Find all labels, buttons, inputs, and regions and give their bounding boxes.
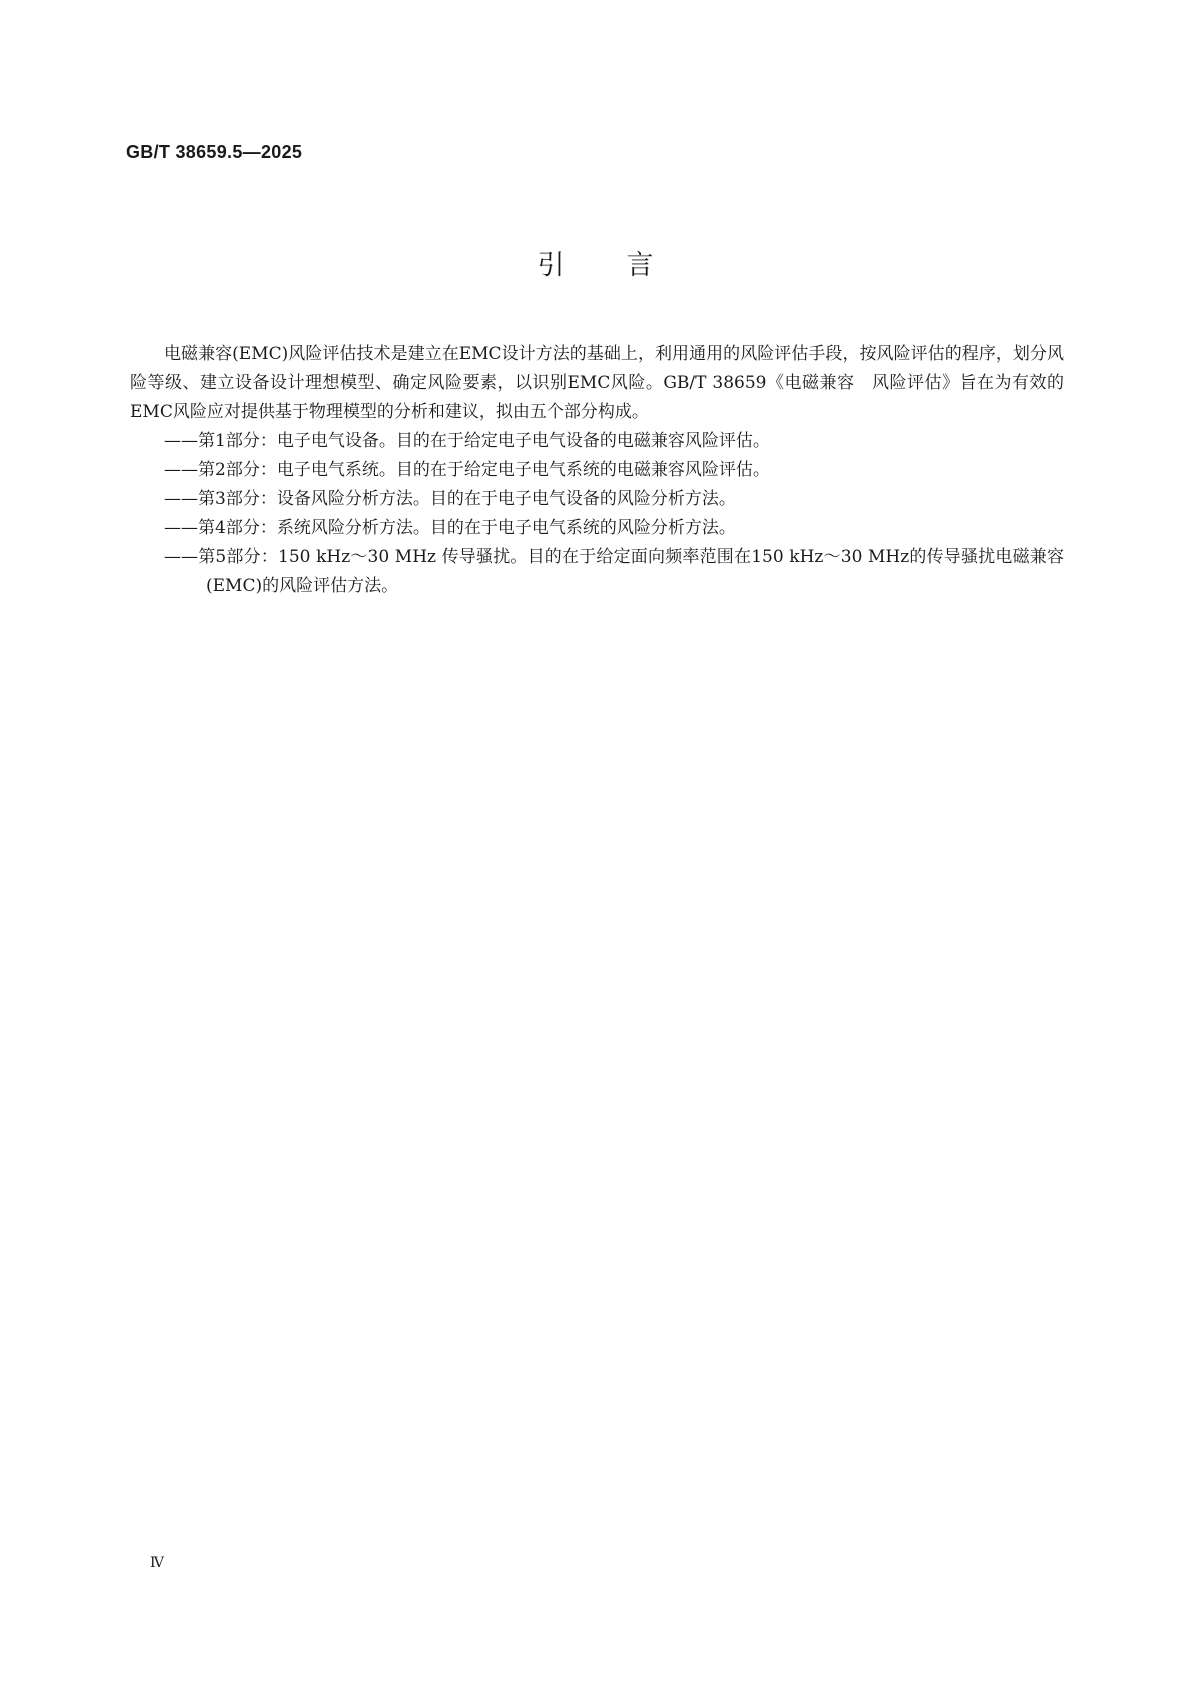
document-body xyxy=(130,340,1064,601)
part-item-3: ——第3部分：设备风险分析方法。目的在于电子电气设备的风险分析方法。 xyxy=(164,489,736,509)
part-item-1: ——第1部分：电子电气设备。目的在于给定电子电气设备的电磁兼容风险评估。 xyxy=(164,431,770,451)
page-number: Ⅳ xyxy=(150,1555,164,1571)
section-title: 引言 xyxy=(537,250,716,281)
parts-list xyxy=(130,427,1064,601)
standard-code: GB/T 38659.5—2025 xyxy=(126,142,303,162)
part-item-5: ——第5部分：150 kHz～30 MHz 传导骚扰。目的在于给定面向频率范围在150 kHz～30 MHz的传导骚扰电磁兼容(EMC)的风险评估方法。 xyxy=(164,547,1064,596)
part-item-2: ——第2部分：电子电气系统。目的在于给定电子电气系统的电磁兼容风险评估。 xyxy=(164,460,770,480)
intro-paragraph: 电磁兼容(EMC)风险评估技术是建立在EMC设计方法的基础上，利用通用的风险评估手段，按风险评估的程序，划分风险等级、建立设备设计理想模型、确定风险要素，以识别EMC风险。GB/T 38659《电磁兼容 风险评估》旨在为有效的EMC风险应对提供基于物理模型的分析和建议，拟由五个部分构成。 xyxy=(130,344,1064,422)
part-item-4: ——第4部分：系统风险分析方法。目的在于电子电气系统的风险分析方法。 xyxy=(164,518,736,538)
